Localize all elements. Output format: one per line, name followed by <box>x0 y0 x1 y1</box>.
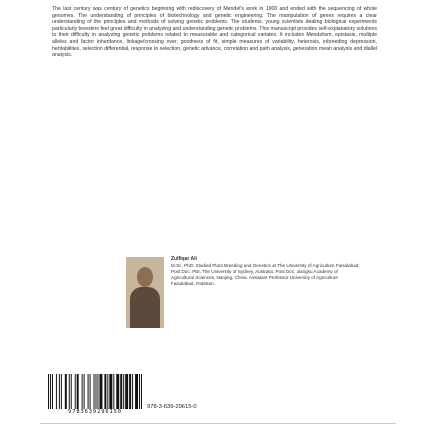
barcode-bar <box>59 374 60 412</box>
barcode-bar <box>95 374 96 412</box>
barcode-bar <box>77 374 79 412</box>
barcode-bar <box>139 374 140 412</box>
barcode-digits: 9783639296150 <box>47 409 143 415</box>
barcode-bar <box>84 374 85 412</box>
barcode-bar <box>125 374 128 412</box>
barcode-bar <box>104 374 106 412</box>
barcode-bar <box>113 374 114 412</box>
barcode-bar <box>94 374 95 412</box>
bottom-divider <box>40 423 396 424</box>
barcode-bar <box>50 374 51 412</box>
barcode-bar <box>107 374 108 412</box>
barcode-bars <box>47 374 143 412</box>
barcode-bar <box>97 374 98 412</box>
barcode-bar <box>141 374 142 412</box>
barcode-bar <box>120 374 122 412</box>
barcode-bar <box>123 374 124 412</box>
barcode-bar <box>132 374 133 412</box>
barcode-bar <box>88 374 89 412</box>
barcode-bar <box>52 374 53 412</box>
barcode-bar <box>69 374 70 412</box>
author-bio-block <box>171 257 361 287</box>
author-name: Zulfiqar Ali <box>171 256 197 262</box>
barcode-bar <box>65 374 67 412</box>
barcode-bar <box>75 374 76 412</box>
barcode-bar <box>82 374 83 412</box>
author-bio: M.Sc, PhD: Studied Plant Breeding and Genetics at The University of Agriculture Faisalabad; Post Doc: PBI, The University of Sydney, Australia. Post Doc: Jiangsu Academy of Agricultural Sciences, Nanjing, China. Assistant Professor University of Agriculture Faisalabad, Pakistan. <box>171 262 360 286</box>
barcode-bar <box>61 374 62 412</box>
barcode-bar <box>135 374 138 412</box>
book-description: The last century was century of genetics beginning with rediscovery of Mendel's work in 1900 and ended with the sequencing of whole genomes. The understanding of principles of biotechnology and genetic engineering. The manipulation of genes requires a clear understanding of the principles and methods of solving genetic problems. The students, young scientists dealing biological experiments particularly breeders feel great difficulty in analyzing and understanding genetic problems. This manuscript provides self-explanatory solutions to their difficulty in analyzing genetic problems related to measurable and categorical variates. It includes Mendelism, epistasis, multiple alleles and factor inheritance, linkage/crossing over, goodness of fit, simple measures of variability, heterosis, inbreeding depression, heritabilities, selection differential, response to selection, genetic advance, correlation and path analysis, generation mean analysis and diallel analysis. <box>52 6 377 59</box>
author-photo <box>126 257 164 328</box>
barcode-bar <box>48 374 49 412</box>
barcode-bar <box>116 374 119 412</box>
barcode <box>47 374 143 418</box>
barcode-bar <box>56 374 57 412</box>
barcode-bar <box>99 374 102 412</box>
barcode-bar <box>71 374 72 412</box>
barcode-bar <box>109 374 112 412</box>
barcode-bar <box>90 374 91 412</box>
isbn-number: 978-3-639-29615-0 <box>147 404 197 410</box>
author-section <box>126 257 358 328</box>
barcode-bar <box>129 374 131 412</box>
